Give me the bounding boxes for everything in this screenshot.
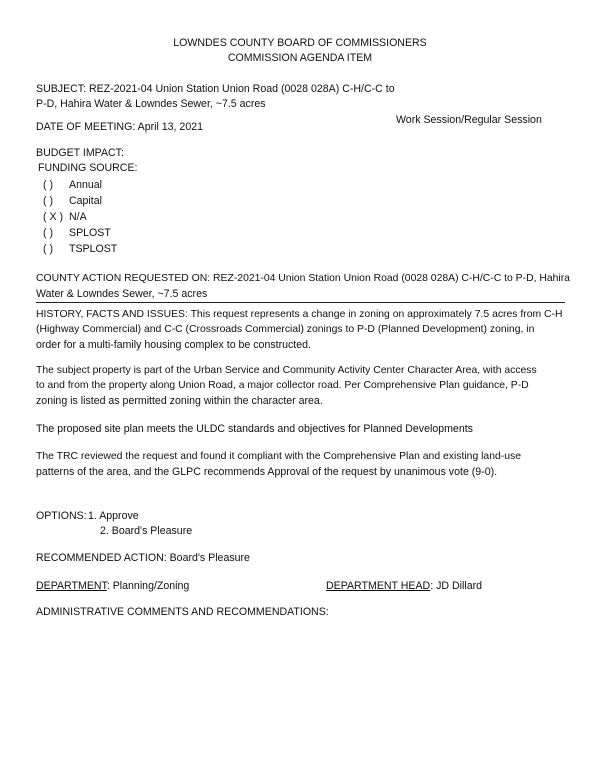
history-p1-line-1: HISTORY, FACTS AND ISSUES: This request represents a change in zoning on approximately 7.5 acres from C-H xyxy=(36,309,563,320)
department xyxy=(36,580,189,592)
funding-option-mark: ( ) xyxy=(43,195,53,207)
header-title: LOWNDES COUNTY BOARD OF COMMISSIONERS xyxy=(173,37,427,49)
funding-option-tsplost xyxy=(43,243,117,255)
funding-option-capital xyxy=(43,195,102,207)
history-p1-line-2: (Highway Commercial) and C-C (Crossroads Commercial) zonings to P-D (Planned Development) zoning, in xyxy=(36,324,535,335)
funding-option-splost xyxy=(43,227,111,239)
funding-option-label: Annual xyxy=(69,179,102,191)
subject-line-2: P-D, Hahira Water & Lowndes Sewer, ~7.5 acres xyxy=(36,98,266,110)
option-approve: 1. Approve xyxy=(88,510,139,522)
session-type: Work Session/Regular Session xyxy=(396,114,542,126)
funding-option-mark: ( ) xyxy=(43,243,53,255)
history-p4-line-2: patterns of the area, and the GLPC recommends Approval of the request by unanimous vote (9-0). xyxy=(36,466,498,478)
admin-comments-label: ADMINISTRATIVE COMMENTS AND RECOMMENDATIONS: xyxy=(36,606,329,618)
funding-option-label: N/A xyxy=(69,211,87,223)
header-subtitle: COMMISSION AGENDA ITEM xyxy=(227,52,373,64)
funding-option-label: TSPLOST xyxy=(69,243,118,255)
action-requested-line-2: Water & Lowndes Sewer, ~7.5 acres xyxy=(36,288,208,300)
department-head-label: DEPARTMENT HEAD xyxy=(326,580,431,592)
funding-option-mark: ( ) xyxy=(43,179,53,191)
funding-option-mark: ( X ) xyxy=(43,211,64,223)
department-value: : Planning/Zoning xyxy=(106,580,190,592)
option-boards-pleasure: 2. Board's Pleasure xyxy=(100,525,193,537)
funding-option-label: SPLOST xyxy=(69,227,111,239)
history-p2-line-3: zoning is listed as permitted zoning within the character area. xyxy=(36,395,323,407)
history-p2-line-2: to and from the property along Union Road, a major collector road. Per Comprehensive Plan guidance, P-D xyxy=(36,380,529,391)
budget-impact-label: BUDGET IMPACT: xyxy=(36,147,124,159)
action-requested-line-1: COUNTY ACTION REQUESTED ON: REZ-2021-04 Union Station Union Road (0028 028A) C-H/C-C to P-D, Hahira xyxy=(36,273,570,284)
department-head-value: : JD Dillard xyxy=(430,580,483,592)
department-head xyxy=(326,580,482,592)
department-label: DEPARTMENT xyxy=(36,580,107,592)
funding-option-na xyxy=(43,211,87,223)
meeting-date: DATE OF MEETING: April 13, 2021 xyxy=(36,121,204,133)
funding-option-annual xyxy=(43,179,102,191)
funding-source-label: FUNDING SOURCE: xyxy=(38,162,138,174)
history-p2-line-1: The subject property is part of the Urban Service and Community Activity Center Character Area, with access xyxy=(36,365,537,376)
recommended-action: RECOMMENDED ACTION: Board's Pleasure xyxy=(36,552,250,564)
funding-option-label: Capital xyxy=(69,195,102,207)
history-p3-line-1: The proposed site plan meets the ULDC standards and objectives for Planned Developments xyxy=(36,423,473,435)
section-divider xyxy=(36,302,565,303)
history-p1-line-3: order for a multi-family housing complex to be constructed. xyxy=(36,339,311,351)
funding-option-mark: ( ) xyxy=(43,227,53,239)
options-label: OPTIONS: xyxy=(36,510,87,522)
history-p4-line-1: The TRC reviewed the request and found it compliant with the Comprehensive Plan and existing land-use xyxy=(36,451,521,462)
subject-line-1: SUBJECT: REZ-2021-04 Union Station Union Road (0028 028A) C-H/C-C to xyxy=(36,83,395,95)
